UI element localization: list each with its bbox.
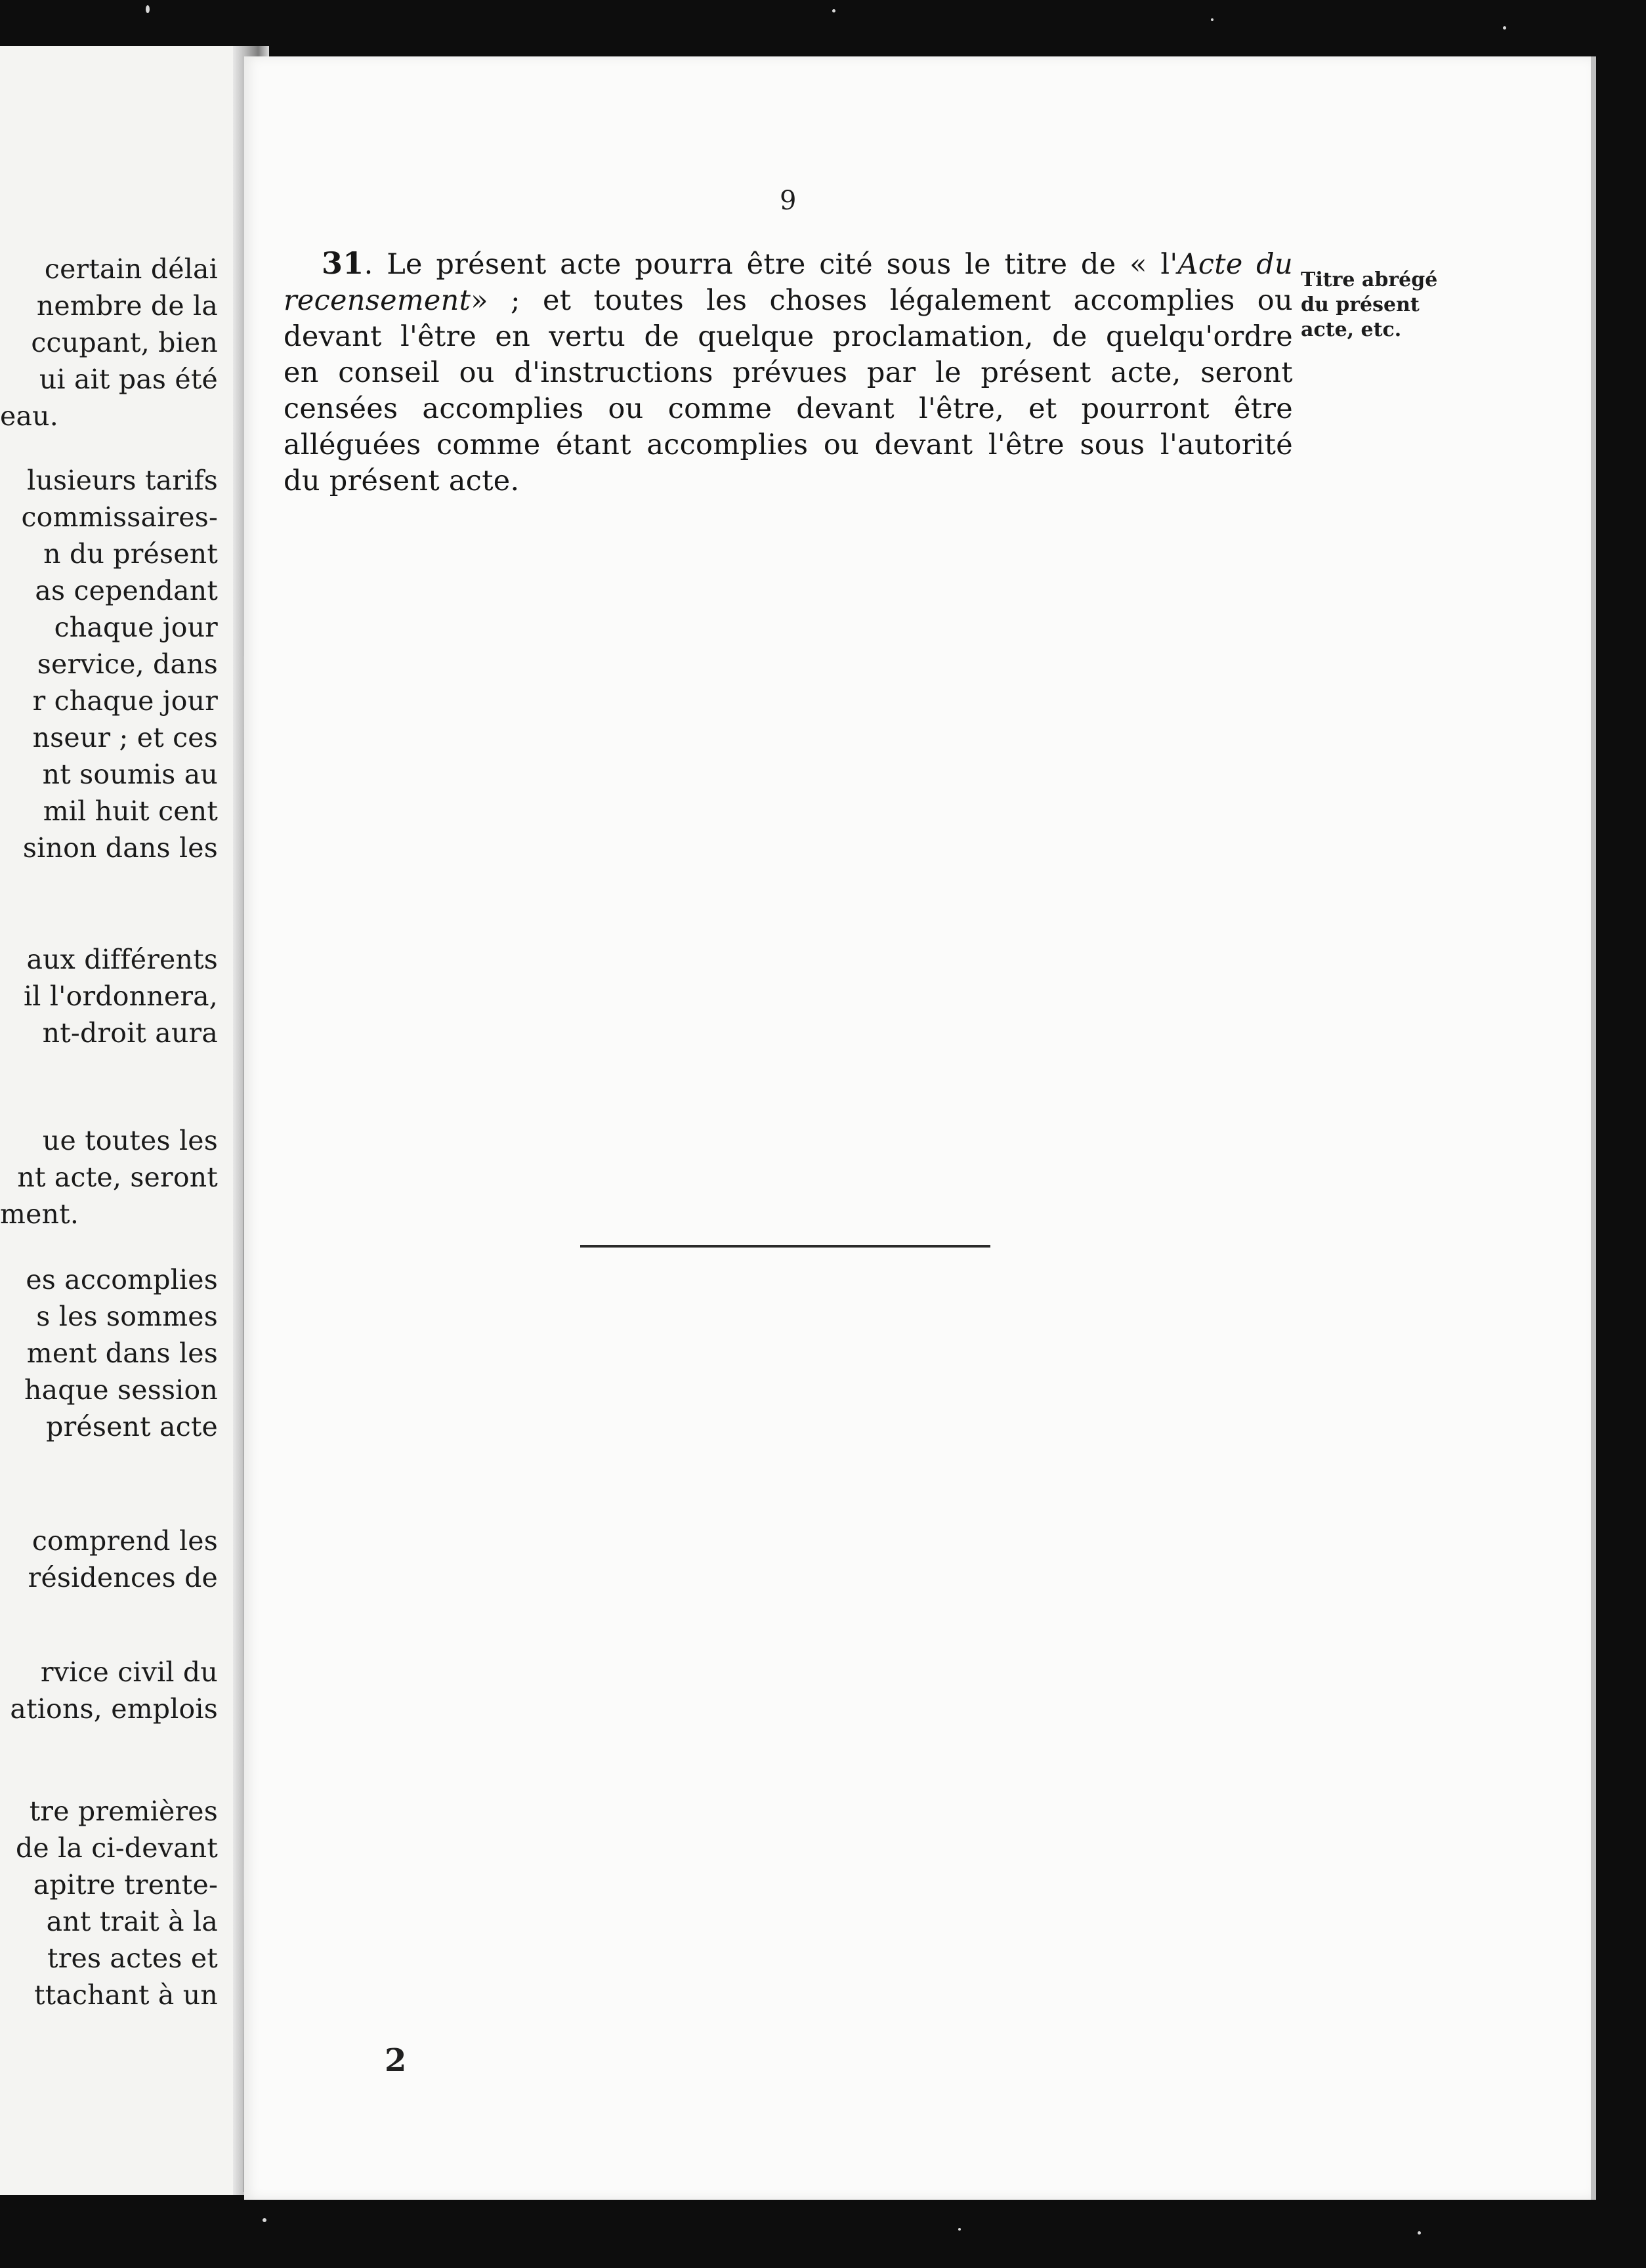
left-text-line: comprend les: [32, 1525, 218, 1557]
left-text-line: ations, emplois: [10, 1693, 218, 1725]
left-text-line: haque session: [24, 1374, 218, 1406]
left-text-line: de la ci-devant: [15, 1832, 218, 1864]
left-text-line: tres actes et: [47, 1942, 218, 1974]
left-text-line: ant trait à la: [46, 1906, 218, 1937]
scan-speck: [958, 2228, 961, 2231]
article-31: [284, 245, 1293, 499]
article-text: » ; et toutes les choses légalement accomplies ou: [471, 284, 1293, 317]
left-text-line: certain délai: [44, 253, 218, 285]
left-text-line: nt acte, seront: [17, 1162, 218, 1193]
left-text-line: es accomplies: [26, 1264, 218, 1295]
left-text-line: nembre de la: [36, 290, 218, 322]
left-text-line: r chaque jour: [32, 685, 218, 717]
left-text-line: présent acte: [46, 1411, 218, 1442]
scan-speck: [1418, 2231, 1421, 2235]
left-text-line: rvice civil du: [40, 1656, 218, 1688]
left-text-line: ment.: [0, 1198, 79, 1230]
left-text-line: nt-droit aura: [42, 1017, 218, 1049]
left-text-line: eau.: [0, 400, 58, 432]
article-title-italic: Acte du: [1177, 248, 1293, 281]
margin-note-line: acte, etc.: [1301, 318, 1402, 341]
margin-note: [1301, 268, 1439, 343]
left-text-line: résidences de: [28, 1562, 218, 1593]
article-line: devant l'être en vertu de quelque proclamation, de quelqu'ordre: [284, 320, 1293, 353]
left-text-line: ccupant, bien: [31, 327, 218, 358]
left-page-fragment: [0, 46, 244, 2195]
left-text-line: apitre trente-: [33, 1869, 218, 1900]
signature-mark: 2: [385, 2042, 407, 2079]
scan-speck: [263, 2218, 266, 2222]
article-line: [284, 245, 1293, 283]
scan-speck: [832, 9, 835, 12]
end-rule: [580, 1245, 990, 1248]
left-text-line: ment dans les: [26, 1337, 218, 1369]
left-text-line: chaque jour: [54, 612, 218, 643]
scan-speck: [1211, 18, 1213, 21]
article-line: [284, 283, 1293, 319]
left-text-line: il l'ordonnera,: [23, 980, 218, 1012]
left-text-line: nt soumis au: [42, 759, 218, 790]
left-text-line: tre premières: [29, 1796, 218, 1827]
left-text-line: n du présent: [43, 538, 218, 570]
left-text-line: s les sommes: [36, 1301, 218, 1332]
left-text-line: ue toutes les: [42, 1125, 218, 1156]
article-text: . Le présent acte pourra être cité sous le titre de « l': [364, 248, 1178, 281]
left-text-line: nseur ; et ces: [32, 722, 218, 753]
left-text-line: commissaires-: [21, 501, 218, 533]
article-number: 31: [322, 245, 364, 281]
page-number: 9: [780, 186, 797, 216]
left-text-line: as cependant: [35, 575, 218, 606]
left-text-line: service, dans: [37, 648, 218, 680]
left-text-line: lusieurs tarifs: [27, 465, 218, 496]
article-line: du présent acte.: [284, 465, 520, 497]
margin-note-line: du présent: [1301, 293, 1420, 316]
main-page: [244, 56, 1591, 2200]
article-line: en conseil ou d'instructions prévues par le présent acte, seront: [284, 356, 1293, 389]
page-edge: [1591, 56, 1596, 2200]
scan-speck: [146, 5, 150, 13]
article-line: censées accomplies ou comme devant l'être, et pourront être: [284, 392, 1293, 425]
margin-note-line: Titre abrégé: [1301, 268, 1438, 291]
left-text-line: mil huit cent: [43, 795, 218, 827]
left-text-line: sinon dans les: [22, 832, 218, 864]
left-text-line: ttachant à un: [33, 1979, 218, 2011]
article-title-italic: recensement: [284, 284, 471, 317]
left-text-line: ui ait pas été: [39, 364, 218, 395]
scan-speck: [1503, 26, 1506, 30]
left-text-line: aux différents: [26, 944, 218, 975]
article-line: alléguées comme étant accomplies ou devant l'être sous l'autorité: [284, 429, 1293, 461]
